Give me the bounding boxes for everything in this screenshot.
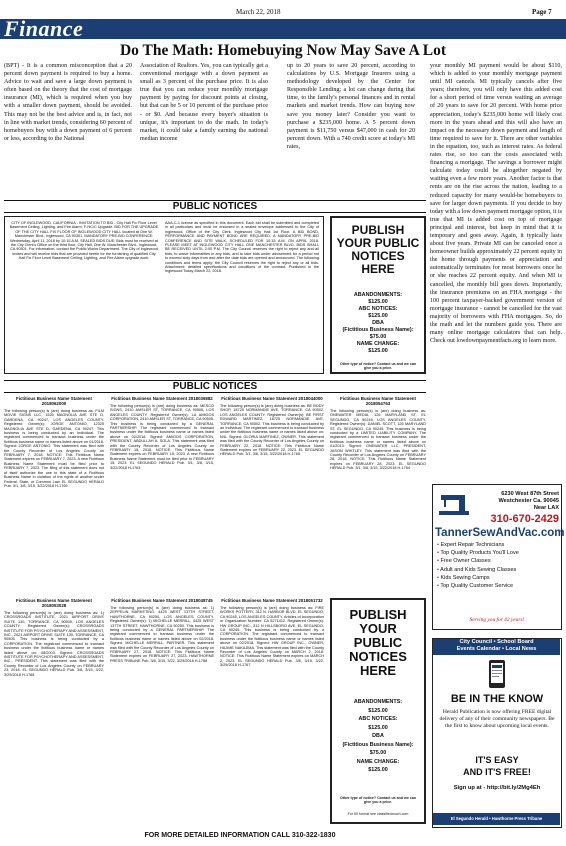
- tanner-service-label: Free Owner Classes: [440, 558, 491, 565]
- tanner-service-item: [437, 566, 559, 574]
- rate-abc-price: $125.00: [368, 313, 388, 319]
- section-bar: [0, 19, 566, 39]
- tanner-service-label: Kids Sewing Camps: [440, 574, 490, 581]
- rate-dba-label-2: DBA: [372, 733, 384, 739]
- tanner-service-label: Expert Repair Technicians: [440, 542, 505, 548]
- publish-ad-headline-2: PUBLISH YOUR PUBLIC NOTICES HERE: [349, 607, 407, 678]
- fbn-notice-title: Fictitious Business Name Statement 2018054763: [340, 396, 416, 406]
- tanner-services-list: [437, 541, 559, 590]
- tanner-address: [473, 491, 559, 512]
- herald-digital-ad: [432, 638, 562, 828]
- tanner-phone[interactable]: 310-670-2429: [490, 513, 559, 525]
- publish-ad-other-2: Other type of notice? Contact us and we can give you a price.: [339, 796, 417, 805]
- herald-ad-slogan2: AND IT'S FREE!: [463, 767, 531, 777]
- issue-date: March 22, 2018: [236, 8, 281, 16]
- public-notices-header-top: PUBLIC NOTICES: [4, 200, 426, 213]
- rate-name-change-price-2: $125.00: [368, 767, 388, 773]
- tanner-address-line2: Westchester Ca. 90045: [498, 498, 559, 504]
- tanner-address-line1: 6230 West 87th Street: [501, 491, 559, 497]
- rate-abc-label: ABC NOTICES:: [358, 306, 398, 312]
- article-column-2: Association of Realtors. Yes, you can typically get a conventional mortgage with a down payment as small as 3 percent of the purchase price. It is also true that you can reduce your monthly mortgage payment by paying for discount points at closing, but that can be 5 or 10 percent of the purchase price - or $0. And because every buyer's situation is unique, it's important to do the math. In today's market, it could take a family earning the national median income: [140, 63, 268, 142]
- fbn-notice: [4, 396, 104, 592]
- smartphone-icon: [483, 659, 511, 689]
- tanner-service-label: Adult and Kids Sewing Classes: [440, 566, 517, 573]
- article-column-1: (BPT) - It is a common misconception that a 20 percent down payment is required to buy a home. Advice to wait and save a large down payment is often based on the theory that the cost of mortgage insurance (MI), which is required when you buy with a smaller down payment, should be avoided. This may not be the best advice and is, in fact, not in line with market trends, considering 60 percent of homebuyers buy with a down payment of 6 percent or less, according to the National: [4, 63, 132, 142]
- herald-bar-line1: City Council • School Board: [459, 639, 534, 645]
- fbn-notice-body: The following person(s) is (are) doing business as: BE BODY SHOP, 18725 NORMANDIE AVE, TORRANCE, CA 90502, LOS ANGELES COUNTY. Registered Owner(s): BE FIRST EDWARD MARTINEZ, 18725 NORMANDIE AVE, TORRANCE, CA 90502. This business is being conducted by an Individual. The registrant commenced to transact business under the fictitious business name or names listed above on: N/A. Signed: GLORIA MARTINEZ, OWNER. This statement was filed with the County Recorder of Los Angeles County on FEBRUARY 22, 2018. NOTICE: This Fictitious Name Statement expires on FEBRUARY 22, 2023. EL SEGUNDO HERALD Pub. 3/1, 3/8, 3/15, 3/22/2018 H-1765: [220, 404, 324, 457]
- article-column-4: your monthly MI payment would be about $110, which is added to your monthly mortgage payment until MI cancels. MI typically cancels after five years; therefore, you will only have this added cost for a short period of time versus waiting an average of 20 years to save for 20 percent. With home price appreciation, today's $235,000 home will likely cost more in the years ahead and this will also have an impact on the necessary down payment and length of time required to save for it. There are other variables in the equation, too, such as interest rates. As federal rates rise, so too can the costs associated with financing a mortgage. The savings a borrower might calculate today could be altogether negated by waiting even a few more years. Another factor is that rents are on the rise across the nation, leading to a reduced capacity for many would-be homebuyers to save for larger down payments. If you decide to buy today with a low down payment mortgage option, it is true that MI is added cost on top of mortgage principal and interest, but keep in mind that it is temporary and goes away. Again, it typically lasts about five years. Private MI can be canceled once a homeowner builds approximately 22 percent equity in the home through payments or appreciation and automatically terminates for most borrowers once he or she reaches 22 percent equity. And when MI is cancelled, the monthly bill goes down. Importantly, the insurance premiums on an FHA mortgage - the 100 percent taxpayer-backed government version of mortgage insurance - cannot be cancelled for the vast majority of borrowers with FHA mortgages. So, do the math and let the numbers guide you. There are many online mortgage calculators that can help. Check out lowdownpaymentfacts.org to learn more.: [430, 63, 562, 345]
- bid-notice-left: CITY OF INGLEWOOD, CALIFORNIA - INVITATION TO BID - City Hall Fix Floor Level Basement Ceiling, Lighting, and Fire Alarm, F-NC/C Upgrade. BID FOR THE UPGRADE OF THE CITY HALL FIX FLOOR OF INGLEWOOD CITY HALL located at One W. Manchester Blvd., Inglewood, CA 90301. MANDATORY PRE-BID CONFERENCE: Wednesday, April 11, 2018 by 10:15 A.M. SEALED BIDS DUE: Bids must be received at the City Clerk's Office on the third floor, City Hall, One W. Manchester Blvd., Inglewood, CA 90301. For information, contact the Public Works Department. The City of Inglewood invites and will receive bids that are provided herein for the furnishing of qualified City Hall Fix Floor Level Basement Ceiling, Lighting, and Fire Alarm upgrade work.: [9, 221, 159, 261]
- fbn-notice-title: Fictitious Business Name Statement 2018044000: [221, 396, 323, 401]
- tanner-website[interactable]: TannerSewAndVac.com: [435, 527, 565, 539]
- fbn-notice: [220, 598, 324, 824]
- fbn-notice: [110, 598, 214, 824]
- rate-dba-label: DBA: [372, 320, 384, 326]
- tanner-service-item: [437, 541, 559, 549]
- tanner-service-item: [437, 582, 559, 590]
- fbn-notice-title: Fictitious Business Name Statement 2018048745: [111, 598, 213, 603]
- rate-abandonments-label: ABANDONMENTS:: [353, 292, 403, 298]
- publish-ad-rates: [334, 292, 422, 355]
- herald-signup-link[interactable]: Sign up at - http://bit.ly/2Mg4Eh: [453, 785, 541, 791]
- rate-abandonments-price: $125.00: [368, 299, 388, 305]
- rate-fbn-label: (Fictitious Business Name):: [342, 327, 414, 333]
- fbn-notice: [330, 396, 426, 592]
- fbn-notice-title: Fictitious Business Name Statement 2018051732: [221, 598, 323, 603]
- fbn-notice: [220, 396, 324, 592]
- publish-ad-other: Other type of notice? Contact us and we can give you a price.: [339, 362, 417, 371]
- bullet-icon: •: [437, 542, 441, 548]
- herald-bar-line2: Events Calendar • Local News: [456, 646, 537, 652]
- rate-abc-label-2: ABC NOTICES:: [358, 716, 398, 722]
- rate-name-change-label-2: NAME CHANGE:: [356, 758, 400, 765]
- fbn-notice-body: The following person(s) is (are) doing business as: FILM MOVIE SIGNS LLC, 1525 MAGNOLIA AVE STE D, GARDENA, CA 90247, LOS ANGELES COUNTY. Registered Owner(s): JORGE ANTONIO, 12325 MAGNOLIA AVE STE D, GARDENA, CA 90247. This business is being conducted by an Individual. The registrant commenced to transact business under the fictitious business name or names listed above on 01/2018. Signed: JORGE ANTONIO. This statement was filed with the County Recorder of Los Angeles County on FEBRUARY 7, 2018. NOTICE: This Fictitious Name Statement expires on FEBRUARY 7, 2023. A new Fictitious Business Name Statement must be filed prior to FEBRUARY 7, 2023. The filing of this statement does not of itself authorize the use in this state of a Fictitious Business Name in violation of the rights of another under Federal, State, or Common Law. EL SEGUNDO HERALD Pub. 3/1, 3/8, 3/15, 3/22/2018 H-1769: [4, 409, 104, 488]
- herald-ad-headline: BE IN THE KNOW: [450, 693, 544, 705]
- fbn-notice-body: The following person(s) is (are) doing business as: ONEWATER MEDIA, 126 MARYLAND ST, EL SEGUNDO, CA 90245, LOS ANGELES COUNTY. Registered Owner(s): DANIEL SCOTT, 126 MARYLAND ST, EL SEGUNDO, CA 90245. This business is being conducted by a LIMITED LIABILITY COMPANY. The registrant commenced to transact business under the fictitious business name or names listed above on 01/2013. Signed: ONEWATER LLC, PRESIDENT, JASON WHITLEY. This statement was filed with the County Recorder of Los Angeles County on FEBRUARY 28, 2018. NOTICE: This Fictitious Name Statement expires on FEBRUARY 28, 2023. EL SEGUNDO HERALD Pub. 3/1, 3/8, 3/15, 3/22/2018 H-1764: [330, 409, 426, 471]
- tanner-service-item: [437, 557, 559, 565]
- rate-name-change-label: NAME CHANGE:: [356, 341, 400, 347]
- bullet-icon: •: [437, 566, 441, 573]
- herald-ad-footer: El Segundo Herald • Hawthorne Press Tribune: [433, 813, 560, 825]
- rate-fbn-label-2: (Fictitious Business Name):: [342, 741, 414, 748]
- article-headline: Do The Math: Homebuying Now May Save A Lot: [119, 42, 447, 59]
- rate-name-change-price: $125.00: [368, 348, 388, 354]
- rate-abc-price-2: $125.00: [368, 724, 388, 731]
- publish-ad-headline: PUBLISH YOUR PUBLIC NOTICES HERE: [336, 223, 420, 276]
- page-number: Page 7: [532, 8, 552, 16]
- bullet-icon: •: [437, 574, 441, 581]
- section-title: Finance: [4, 16, 84, 41]
- publish-ad-footer: For 69 format see classifiedmuch.com: [347, 812, 409, 816]
- notices-info-footer: FOR MORE DETAILED INFORMATION CALL 310-322-1830: [144, 832, 336, 839]
- fbn-notice: [110, 396, 214, 592]
- article-column-3: up to 20 years to save 20 percent, according to calculations by U.S. Mortgage Insurers using a methodology developed by the Center for Responsible Lending; a lot can change during that time, to the family's personal finances and in rental markets and market trends. How can buying now save you money later? Consider you want to purchase a $235,000 home. A 5 percent down payment is $11,750 versus $47,000 in cash for 20 percent down. With a 740 credit score at today's MI rates,: [287, 63, 415, 150]
- fbn-notice-title: Fictitious Business Name Statement 2018062000: [16, 396, 92, 406]
- rate-abandonments-price-2: $125.00: [368, 707, 388, 714]
- invitation-to-bid-notice: [4, 216, 324, 374]
- rate-fbn-price: $75.00: [369, 334, 387, 340]
- herald-ad-slogan1: IT'S EASY: [475, 755, 519, 765]
- fbn-notice-body: The following person(s) is (are) doing business as: 1) ZEPPELIN MARKETING, 4425 WEST 137TH STREET, HAWTHORNE, CA 90250, LOS ANGELES COUNTY. Registered Owner(s): 1) MICHELLE MERRILL, 4425 WEST 137TH STREET, HAWTHORNE, CA 90250. This business is being conducted by a GENERAL PARTNERSHIP. The registrant commenced to transact business under the fictitious business name or names listed above on 02/2018. Signed: MICHELLE MERRILL, PARTNER. This statement was filed with the County Recorder of Los Angeles County on FEBRUARY 27, 2018. NOTICE: This Fictitious Name Statement expires on FEBRUARY 27, 2023. HAWTHORNE PRESS TRIBUNE Pub. 3/8, 3/15, 3/22, 3/29/2018 H-1788: [110, 606, 214, 663]
- fbn-notice-body: The following person(s) is (are) doing business as: MESCO SIGNS, 2410 AMSLER ST, TORRANCE, CA 90505, LOS ANGELES COUNTY. Registered Owner(s): LA AMIGOS CORPORATION, 2410 AMSLER ST, TORRANCE, CA 90505. This business is being conducted by a GENERAL PARTNERSHIP. The registrant commenced to transact business under the fictitious business name or names listed above on 02/2018. Signed: AMIGOS CORPORATION, PRESIDENT, ABDULLAH A. SOLA. This statement was filed with the County Recorder of Los Angeles County on FEBRUARY 15, 2018. NOTICE: This Fictitious Name Statement expires on FEBRUARY 15, 2023. A new Fictitious Business Name Statement must be filed prior to FEBRUARY 15, 2023. EL SEGUNDO HERALD Pub. 3/1, 3/8, 3/15, 3/22/2018 H-1763: [110, 404, 214, 470]
- bullet-icon: •: [437, 558, 441, 565]
- fbn-notice-body: The following person(s) is (are) doing business as: FIRE WORKS POTTERY, 312 N. HARBOR BLVD, EL SEGUNDO, CA 90245, LOS ANGELES COUNTY. Articles of Incorporation or Organization Number: CA 5271412. Registered Owner(s): HW GROUP INC., 312 N HILLSBORO AVE, EL SEGUNDO, CA 90245. This business is being conducted by a CORPORATION. The registrant commenced to transact business under the fictitious business name or names listed above on 02/2018. Signed: HW GROUP INC., OWNER, HAJIME NAKAJIMA. This statement was filed with the County Recorder of Los Angeles County on MARCH 2, 2018. NOTICE: This Fictitious Name Statement expires on MARCH 2, 2023. EL SEGUNDO HERALD Pub. 3/8, 3/15, 3/22, 3/29/2018 H-1767: [220, 606, 324, 668]
- tanner-service-item: [437, 549, 559, 557]
- rate-abandonments-label-2: ABANDONMENTS:: [353, 699, 403, 705]
- sewing-machine-icon: [439, 491, 469, 517]
- fbn-notice-body: The following person(s) is (are) doing business as: 1) CROSSROADS INSTITUTE, 2021 AIRPORT DRIVE SUITE 130, TORRANCE, CA 90505, LOS ANGELES COUNTY. Registered Owner(s): CROSSROADS INSTITUTE FOR PSYCHOTHERAPY AND ASSESSMENT, INC., 2021 AIRPORT DRIVE SUITE 130, TORRANCE, CA 90505. This business is being conducted by a CORPORATION. The registrant commenced to transact business under the fictitious business name or names listed above on: 08/2003. Signed: CROSSROADS INSTITUTE FOR PSYCHOTHERAPY AND ASSESSMENT, INC., PRESIDENT. This statement was filed with the County Recorder of Los Angeles County on FEBRUARY 23, 2018. EL SEGUNDO HERALD Pub. 3/8, 3/15, 3/22, 3/29/2018 H-1768: [4, 611, 104, 677]
- publish-ad-rates-2: [334, 698, 422, 775]
- bid-notice-right: AAA-C-1 license as specified in this document. Each bid shall be submitted and completed in all particulars and must be enclosed in a sealed envelope addressed to the City of Inglewood, Office of the City Clerk. Inglewood City Hall 1st Floor. A BID BOND, PERFORMANCE AND PAYMENT BOND ARE REQUIRED. A MANDATORY PRE-BID CONFERENCE AND SITE WALK, SCHEDULED FOR 10:15 A.M. ON APRIL 2018. PLEASE MEET AT INGLEWOOD CITY HALL ONE MANCHESTER BLVD. BIDS SHALL BE RECEIVED UNTIL 2:00 P.M. The City Council reserves the right to reject any and all bids, to waive informalities in any bids, and to take bids under advisement for a period not to exceed sixty days from and after the date bids are opened and announced. The following conditions and terms apply: the City Council reserves the right to reject any or all bids. Attachment: detailed specifications and conditions of the contract. Published in the Inglewood Today March 22, 2018.: [165, 221, 319, 274]
- rate-fbn-price-2: $75.00: [369, 750, 387, 756]
- bullet-icon: •: [437, 583, 441, 590]
- publish-notices-ad-bottom: [330, 598, 426, 824]
- fbn-notice-title: Fictitious Business Name Statement 2018036882: [111, 396, 213, 401]
- herald-ad-body: Herald Publication is now offering FREE digital delivery of any of their community newspapers. Be the first to know about upcoming local events.: [439, 709, 555, 730]
- tanner-service-label: Top Quality Products You'll Love: [440, 550, 519, 557]
- tanner-tagline: Serving you for 42 years!: [469, 617, 525, 623]
- bullet-icon: •: [437, 550, 441, 557]
- public-notices-header-bottom: PUBLIC NOTICES: [4, 380, 426, 393]
- tanner-service-label: Top Quality Customer Service: [440, 583, 514, 590]
- tanner-sew-vac-ad: [432, 484, 565, 630]
- herald-ad-bar: [433, 639, 560, 655]
- fbn-notice-title: Fictitious Business Name Statement 2018053028: [16, 598, 92, 608]
- tanner-service-item: [437, 574, 559, 582]
- fbn-notice: [4, 598, 104, 824]
- publish-notices-ad-top: [330, 216, 426, 374]
- tanner-address-line3: Near LAX: [533, 505, 559, 511]
